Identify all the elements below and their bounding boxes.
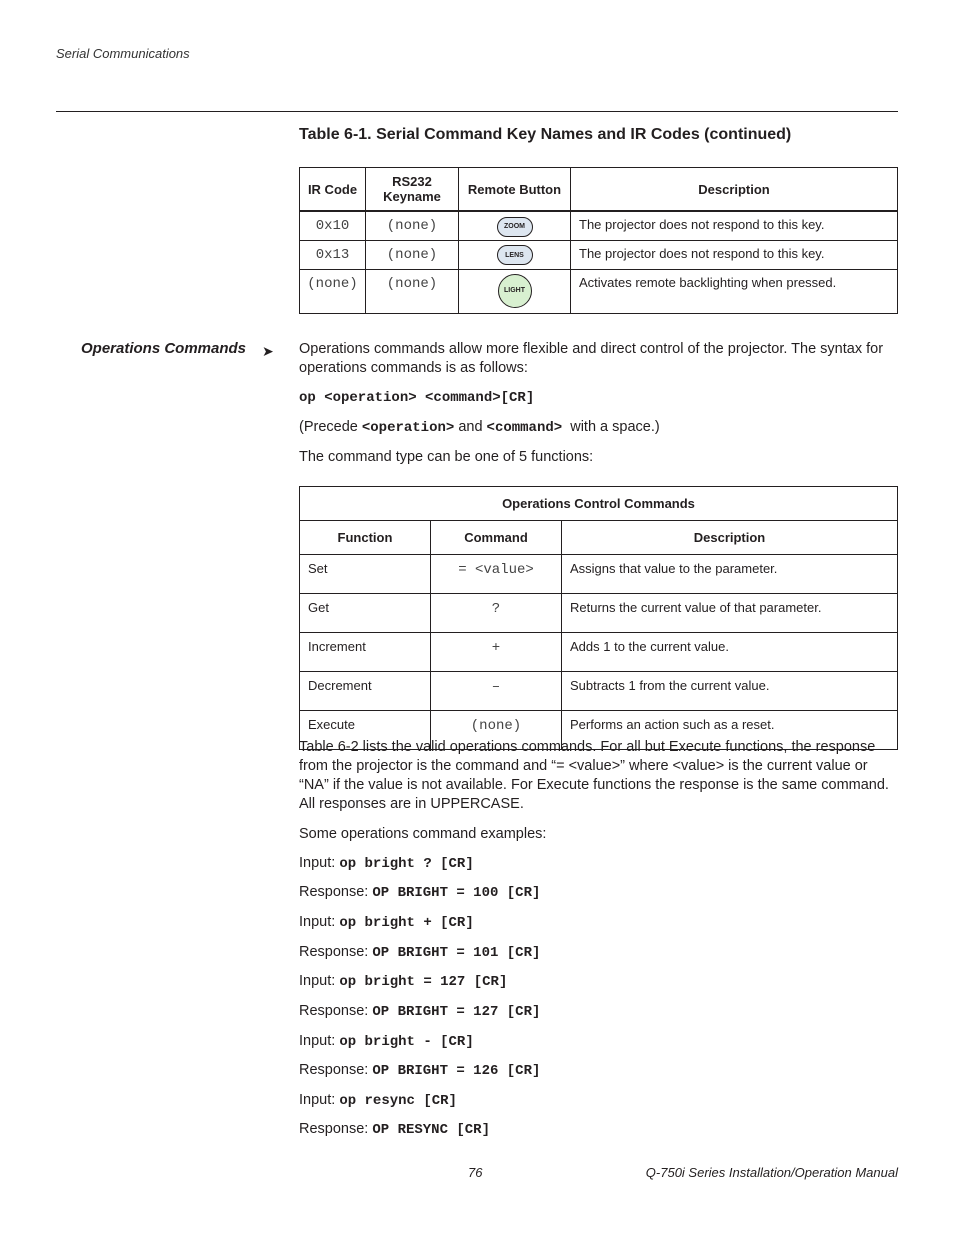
manual-title: Q-750i Series Installation/Operation Manual	[645, 1165, 898, 1180]
example-code: OP BRIGHT = 101 [CR]	[372, 945, 541, 961]
responses-paragraph: Table 6-2 lists the valid operations commands. For all but Execute functions, the response from the projector is the command and “= <value>” where <value> is the current value or “NA” if the value is not available. For Execute functions the response is the same command. All responses are in UPPERCASE.	[299, 739, 889, 812]
col-rs232-keyname	[366, 168, 459, 212]
col-remote-button: Remote Button	[459, 168, 571, 212]
example-code: OP BRIGHT = 126 [CR]	[372, 1063, 541, 1079]
col-rs232-line2: Keyname	[383, 189, 441, 204]
types-paragraph: The command type can be one of 5 functions:	[299, 449, 594, 465]
light-button-icon: LIGHT	[498, 274, 532, 308]
example-code: OP BRIGHT = 127 [CR]	[372, 1004, 541, 1020]
running-header: Serial Communications	[56, 46, 190, 61]
table-row	[300, 240, 898, 269]
examples-intro: Some operations command examples:	[299, 826, 547, 842]
command-cell: –	[431, 672, 562, 711]
example-response	[299, 1062, 540, 1079]
table-header-row	[300, 521, 898, 555]
example-response	[299, 884, 540, 901]
precede-operation: <operation>	[361, 420, 455, 436]
precede-text-3: with a space.)	[562, 419, 660, 435]
key-names-table	[299, 167, 898, 314]
col-function: Function	[300, 521, 431, 555]
table-row	[300, 633, 898, 672]
col-rs232-line1: RS232	[392, 174, 432, 189]
table-row	[300, 211, 898, 240]
arrow-right-icon: ➤	[262, 343, 274, 359]
intro-paragraph: Operations commands allow more flexible and direct control of the projector. The syntax for operations commands is as follows:	[299, 341, 884, 376]
command-cell: = <value>	[431, 555, 562, 594]
remote-button-cell	[459, 240, 571, 269]
description-cell: Subtracts 1 from the current value.	[562, 672, 898, 711]
command-cell: (none)	[431, 711, 562, 750]
example-response	[299, 944, 540, 961]
example-label: Response:	[299, 1003, 373, 1019]
command-cell: +	[431, 633, 562, 672]
function-cell: Increment	[300, 633, 431, 672]
ir-code-cell: (none)	[300, 269, 366, 313]
table-row	[300, 594, 898, 633]
keyname-cell: (none)	[366, 269, 459, 313]
side-heading: Operations Commands	[81, 340, 247, 357]
table-title-row	[300, 487, 898, 521]
example-label: Input:	[299, 855, 340, 871]
table-title: Table 6-1. Serial Command Key Names and IR Codes (continued)	[299, 126, 792, 143]
header-rule	[56, 111, 898, 112]
page-number: 76	[468, 1165, 483, 1180]
description-cell: Performs an action such as a reset.	[562, 711, 898, 750]
precede-note	[299, 418, 899, 438]
operations-table-title: Operations Control Commands	[300, 487, 898, 521]
function-cell: Execute	[300, 711, 431, 750]
example-label: Response:	[299, 884, 373, 900]
precede-text-2: and	[454, 419, 487, 435]
lens-button-icon: LENS	[497, 245, 533, 265]
remote-button-cell	[459, 211, 571, 240]
example-code: OP BRIGHT = 100 [CR]	[372, 885, 541, 901]
table-row	[300, 555, 898, 594]
example-label: Input:	[299, 1092, 340, 1108]
example-label: Response:	[299, 944, 373, 960]
table-row	[300, 269, 898, 313]
example-input	[299, 914, 474, 931]
example-response	[299, 1121, 490, 1138]
description-cell: Adds 1 to the current value.	[562, 633, 898, 672]
col-ir-code: IR Code	[300, 168, 366, 212]
example-input	[299, 973, 507, 990]
keyname-cell: (none)	[366, 211, 459, 240]
description-cell: Assigns that value to the parameter.	[562, 555, 898, 594]
example-code: OP RESYNC [CR]	[372, 1122, 490, 1138]
operations-control-table	[299, 486, 898, 750]
example-code: op bright = 127 [CR]	[339, 974, 508, 990]
col-command: Command	[431, 521, 562, 555]
precede-command: <command>	[486, 420, 563, 436]
zoom-button-icon: ZOOM	[497, 217, 533, 237]
syntax-line: op <operation> <command>[CR]	[299, 390, 535, 406]
example-label: Response:	[299, 1121, 373, 1137]
description-cell: The projector does not respond to this key.	[571, 240, 898, 269]
example-input	[299, 1092, 457, 1109]
example-code: op bright ? [CR]	[339, 856, 474, 872]
description-cell: The projector does not respond to this key.	[571, 211, 898, 240]
example-label: Input:	[299, 973, 340, 989]
col-description: Description	[571, 168, 898, 212]
keyname-cell: (none)	[366, 240, 459, 269]
precede-text-1: (Precede	[299, 419, 362, 435]
example-label: Input:	[299, 914, 340, 930]
example-input	[299, 1033, 474, 1050]
example-code: op bright - [CR]	[339, 1034, 474, 1050]
col-description: Description	[562, 521, 898, 555]
command-cell: ?	[431, 594, 562, 633]
table-header-row	[300, 168, 898, 212]
example-response	[299, 1003, 540, 1020]
description-cell: Returns the current value of that parameter.	[562, 594, 898, 633]
example-label: Response:	[299, 1062, 373, 1078]
example-code: op bright + [CR]	[339, 915, 474, 931]
table-row	[300, 672, 898, 711]
example-code: op resync [CR]	[339, 1093, 457, 1109]
remote-button-cell	[459, 269, 571, 313]
example-label: Input:	[299, 1033, 340, 1049]
ir-code-cell: 0x13	[300, 240, 366, 269]
example-input	[299, 855, 474, 872]
function-cell: Get	[300, 594, 431, 633]
function-cell: Set	[300, 555, 431, 594]
description-cell: Activates remote backlighting when pressed.	[571, 269, 898, 313]
ir-code-cell: 0x10	[300, 211, 366, 240]
function-cell: Decrement	[300, 672, 431, 711]
